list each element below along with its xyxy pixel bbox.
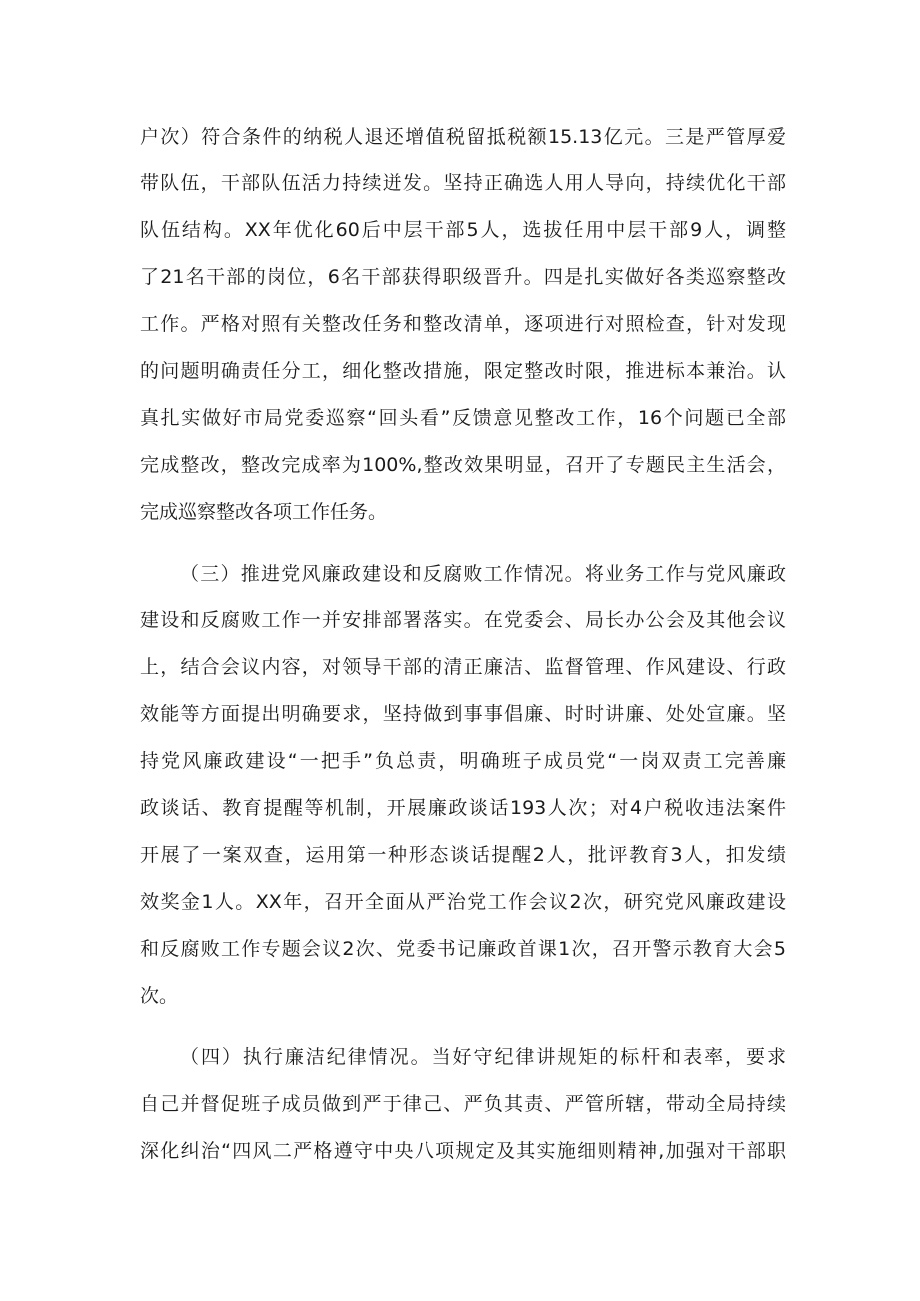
- text-line: 次。: [140, 985, 179, 1007]
- text-line: 带队伍，干部队伍活力持续迸发。坚持正确选人用人导向，持续优化干部: [140, 172, 786, 194]
- text-line: 效奖金1人。XX年，召开全面从严治党工作会议2次，研究党风廉政建设: [140, 891, 786, 913]
- text-line: 深化纠治“四风二严格遵守中央八项规定及其实施细则精神,加强对干部职: [140, 1140, 786, 1162]
- text-line: 队伍结构。XX年优化60后中层干部5人，选拔任用中层干部9人，调整: [140, 219, 786, 241]
- text-line: 工作。严格对照有关整改任务和整改清单，逐项进行对照检查，针对发现: [140, 313, 786, 335]
- text-line: 完成整改，整改完成率为100%,整改效果明显，召开了专题民主生活会，: [140, 454, 786, 476]
- text-line: 政谈话、教育提醒等机制，开展廉政谈话193人次；对4户税收违法案件: [140, 797, 786, 819]
- text-line: 完成巡察整改各项工作任务。: [140, 501, 388, 523]
- text-line: 户次）符合条件的纳税人退还增值税留抵税额15.13亿元。三是严管厚爱: [140, 126, 786, 148]
- section-heading-line: （四）执行廉洁纪律情况。当好守纪律讲规矩的标杆和表率，要求: [180, 1046, 786, 1068]
- text-line: 自己并督促班子成员做到严于律己、严负其责、严管所辖，带动全局持续: [140, 1093, 786, 1115]
- text-line: 上，结合会议内容，对领导干部的清正廉洁、监督管理、作风建设、行政: [140, 656, 786, 678]
- text-line: 了21名干部的岗位，6名干部获得职级晋升。四是扎实做好各类巡察整改: [140, 266, 786, 288]
- text-line: 持党风廉政建设“一把手”负总责，明确班子成员党“一岗双责工完善廉: [140, 750, 786, 772]
- text-line: 真扎实做好市局党委巡察“回头看”反馈意见整改工作，16个问题已全部: [140, 407, 786, 429]
- section-heading-line: （三）推进党风廉政建设和反腐败工作情况。将业务工作与党风廉政: [180, 563, 786, 585]
- text-line: 的问题明确责任分工，细化整改措施，限定整改时限，推进标本兼治。认: [140, 360, 786, 382]
- text-line: 效能等方面提出明确要求，坚持做到事事倡廉、时时讲廉、处处宣廉。坚: [140, 703, 786, 725]
- text-line: 建设和反腐败工作一并安排部署落实。在党委会、局长办公会及其他会议: [140, 609, 786, 631]
- text-line: 开展了一案双查，运用第一种形态谈话提醒2人，批评教育3人，扣发绩: [140, 844, 786, 866]
- text-line: 和反腐败工作专题会议2次、党委书记廉政首课1次，召开警示教育大会5: [140, 938, 786, 960]
